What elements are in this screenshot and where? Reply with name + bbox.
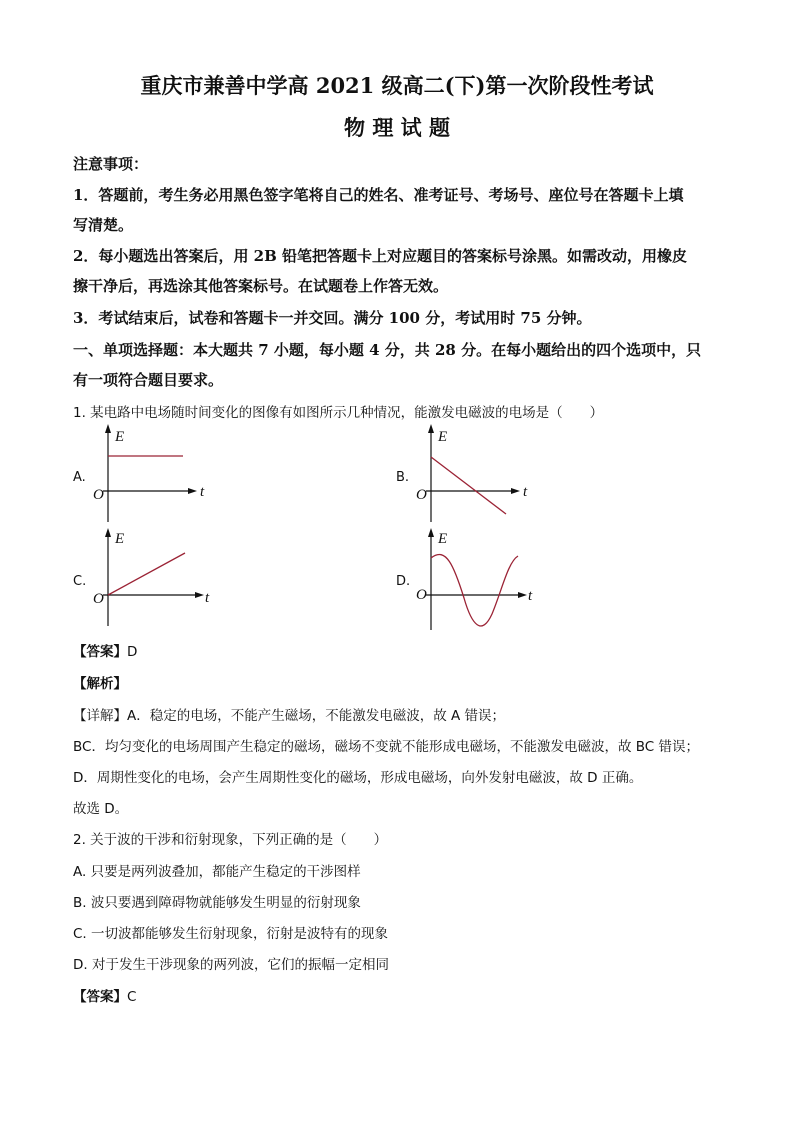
answer-value: C	[127, 989, 137, 1005]
axis-label-t: t	[205, 590, 210, 606]
answer-tag: 【答案】	[73, 644, 127, 660]
y-axis-arrow	[428, 424, 434, 433]
answer-value: D	[127, 644, 138, 660]
axis-label-e: E	[115, 531, 125, 547]
q1-conclusion: 故选 D。	[73, 801, 129, 817]
notice-line-3: 3．考试结束后，试卷和答题卡一并交回。满分 100 分，考试用时 75 分钟。	[73, 309, 592, 327]
q1-graph-b	[408, 422, 548, 532]
q1-graph-c	[85, 526, 225, 636]
q2-answer	[73, 985, 136, 1005]
notice-line-2b: 擦干净后，再选涂其他答案标号。在试题卷上作答无效。	[73, 277, 449, 295]
q1-detail-line-2: BC．均匀变化的电场周围产生稳定的磁场，磁场不变就不能形成电磁场，不能激发电磁波，故 BC 错误；	[73, 739, 699, 755]
notice-line-1b: 写清楚。	[73, 216, 134, 234]
q1-answer	[73, 640, 137, 660]
q2-option-b: B. 波只要遇到障碍物就能够发生明显的衍射现象	[73, 895, 361, 911]
q2-option-a: A. 只要是两列波叠加，都能产生稳定的干涉图样	[73, 864, 361, 880]
q1-graph-a	[85, 422, 225, 532]
q1-option-a-label: A.	[73, 470, 86, 485]
q2-stem: 2. 关于波的干涉和衍射现象，下列正确的是（ ）	[73, 832, 388, 848]
q1-detail-line-3: D．周期性变化的电场，会产生周期性变化的磁场，形成电磁场，向外发射电磁波，故 D 正确。	[73, 770, 643, 786]
axis-label-e: E	[438, 531, 448, 547]
answer-tag: 【答案】	[73, 989, 127, 1005]
q1-option-c-label: C.	[73, 574, 87, 589]
q1-option-d-label: D.	[396, 574, 411, 589]
q1-analysis-tag: 【解析】	[73, 676, 127, 692]
y-axis-arrow	[428, 528, 434, 537]
exam-title: 重庆市兼善中学高 2021 级高二(下)第一次阶段性考试	[140, 73, 654, 98]
y-axis-arrow	[105, 528, 111, 537]
x-axis-arrow	[195, 592, 204, 598]
q1-detail-line-1	[73, 704, 505, 724]
detail-tag: 【详解】	[73, 708, 127, 724]
origin-label: O	[416, 487, 427, 503]
q1-graph-d	[408, 526, 548, 636]
section-heading-line-2: 有一项符合题目要求。	[73, 371, 224, 389]
x-axis-arrow	[188, 488, 197, 494]
q1-option-b-label: B.	[396, 470, 410, 485]
axis-label-e: E	[115, 429, 125, 445]
q2-option-d: D. 对于发生干涉现象的两列波，它们的振幅一定相同	[73, 957, 389, 973]
notice-line-2a: 2．每小题选出答案后，用 2B 铅笔把答题卡上对应题目的答案标号涂黑。如需改动，用橡皮	[73, 247, 688, 265]
notice-heading: 注意事项：	[73, 155, 149, 173]
field-curve-decreasing	[431, 457, 506, 514]
y-axis-arrow	[105, 424, 111, 433]
axis-label-e: E	[438, 429, 448, 445]
field-curve-sinusoid	[431, 554, 518, 626]
origin-label: O	[93, 591, 104, 607]
exam-subtitle: 物 理 试 题	[344, 115, 450, 140]
q1-stem: 1. 某电路中电场随时间变化的图像有如图所示几种情况，能激发电磁波的电场是（ ）	[73, 405, 604, 421]
origin-label: O	[416, 587, 427, 603]
q2-option-c: C. 一切波都能够发生衍射现象，衍射是波特有的现象	[73, 926, 389, 942]
x-axis-arrow	[518, 592, 527, 598]
axis-label-t: t	[200, 484, 205, 500]
section-heading-line-1: 一、单项选择题：本大题共 7 小题，每小题 4 分，共 28 分。在每小题给出的四个选项中，只	[73, 341, 702, 359]
axis-label-t: t	[528, 588, 533, 604]
origin-label: O	[93, 487, 104, 503]
field-curve-increasing	[108, 553, 185, 595]
detail-text: A．稳定的电场，不能产生磁场，不能激发电磁波，故 A 错误；	[127, 708, 506, 724]
x-axis-arrow	[511, 488, 520, 494]
notice-line-1a: 1．答题前，考生务必用黑色签字笔将自己的姓名、准考证号、考场号、座位号在答题卡上填	[73, 186, 684, 204]
axis-label-t: t	[523, 484, 528, 500]
